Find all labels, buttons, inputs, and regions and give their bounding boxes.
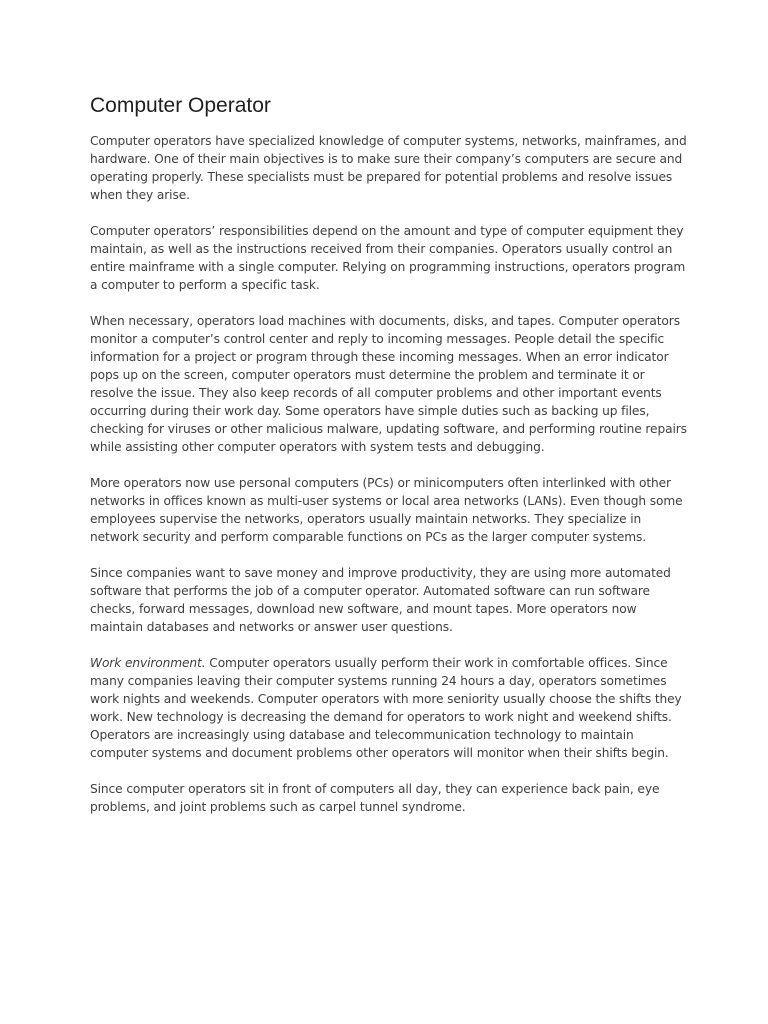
document-title: Computer Operator xyxy=(90,94,271,117)
paragraph-intro: Computer operators have specialized knowledge of computer systems, networks, mainframes, and hardware. One of their main objectives is to make sure their company’s computers are secure and operating properly. These specialists must be prepared for potential problems and resolve issues when they arise. xyxy=(90,134,687,202)
paragraph-work-environment xyxy=(90,654,688,762)
paragraph-duties: When necessary, operators load machines with documents, disks, and tapes. Computer operators monitor a computer’s control center and reply to incoming messages. People detail the specific information for a project or program through these incoming messages. When an error indicator pops up on the screen, computer operators must determine the problem and terminate it or resolve the issue. They also keep records of all computer problems and other important events occurring during their work day. Some operators have simple duties such as backing up files, checking for viruses or other malicious malware, updating software, and performing routine repairs while assisting other computer operators with system tests and debugging. xyxy=(90,314,687,454)
work-environment-text: Computer operators usually perform their work in comfortable offices. Since many companies leaving their computer systems running 24 hours a day, operators sometimes work nights and weekends. Computer operators with more seniority usually choose the shifts they work. New technology is decreasing the demand for operators to work night and weekend shifts. Operators are increasingly using database and telecommunication technology to maintain computer systems and document problems other operators will monitor when their shifts begin. xyxy=(90,656,682,760)
document-page xyxy=(90,92,688,834)
paragraph-networks: More operators now use personal computers (PCs) or minicomputers often interlinked with other networks in offices known as multi-user systems or local area networks (LANs). Even though some employees supervise the networks, operators usually maintain networks. They specialize in network security and perform comparable functions on PCs as the larger computer systems. xyxy=(90,476,683,544)
paragraph-closing: Since computer operators sit in front of computers all day, they can experience back pain, eye problems, and joint problems such as carpel tunnel syndrome. xyxy=(90,782,660,814)
paragraph-automation: Since companies want to save money and improve productivity, they are using more automated software that performs the job of a computer operator. Automated software can run software checks, forward messages, download new software, and mount tapes. More operators now maintain databases and networks or answer user questions. xyxy=(90,566,671,634)
work-environment-label: Work environment. xyxy=(90,656,206,670)
paragraph-responsibilities: Computer operators’ responsibilities depend on the amount and type of computer equipment they maintain, as well as the instructions received from their companies. Operators usually control an entire mainframe with a single computer. Relying on programming instructions, operators program a computer to perform a specific task. xyxy=(90,224,686,292)
